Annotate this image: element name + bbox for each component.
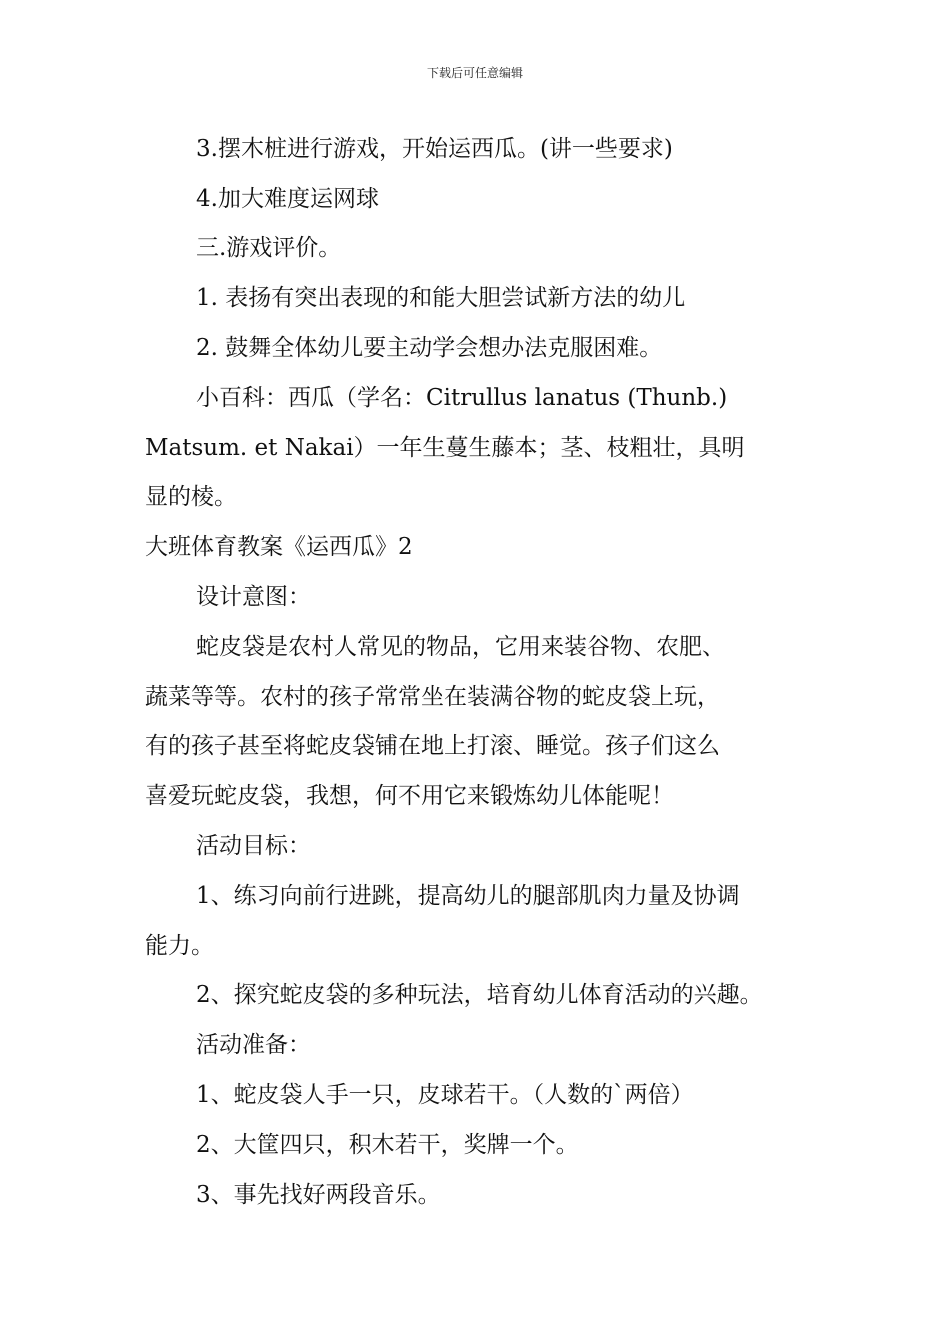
text-line: 1、蛇皮袋人手一只，皮球若干。（人数的`两倍） — [196, 1082, 694, 1108]
text-line: 显的棱。 — [145, 484, 237, 510]
text-line: 3、事先找好两段音乐。 — [196, 1182, 441, 1208]
subheading: 活动准备： — [196, 1032, 311, 1058]
text-line: 蔬菜等等。农村的孩子常常坐在装满谷物的蛇皮袋上玩， — [145, 684, 720, 710]
text-line: 三.游戏评价。 — [196, 235, 342, 261]
page-header: 下载后可任意编辑 — [426, 66, 523, 80]
text-line: 喜爱玩蛇皮袋，我想，何不用它来锻炼幼儿体能呢！ — [145, 783, 674, 809]
text-line: 蛇皮袋是农村人常见的物品，它用来装谷物、农肥、 — [196, 634, 725, 660]
text-line: 4.加大难度运网球 — [196, 186, 379, 212]
text-line: 1、练习向前行进跳，提高幼儿的腿部肌肉力量及协调 — [196, 883, 740, 909]
text-line: 1. 表扬有突出表现的和能大胆尝试新方法的幼儿 — [196, 285, 686, 311]
text-line: 2. 鼓舞全体幼儿要主动学会想办法克服困难。 — [196, 335, 663, 361]
text-line: 能力。 — [145, 933, 214, 959]
subheading: 设计意图： — [196, 584, 311, 610]
text-line: 有的孩子甚至将蛇皮袋铺在地上打滚、睡觉。孩子们这么 — [145, 733, 720, 759]
text-line: Matsum. et Nakai）一年生蔓生藤本；茎、枝粗壮，具明 — [145, 435, 745, 461]
subheading: 活动目标： — [196, 833, 311, 859]
section-title: 大班体育教案《运西瓜》2 — [145, 534, 413, 560]
text-line: 3.摆木桩进行游戏，开始运西瓜。(讲一些要求) — [196, 136, 673, 162]
text-line: 小百科：西瓜（学名：Citrullus lanatus (Thunb.) — [196, 385, 728, 411]
text-line: 2、大筐四只，积木若干，奖牌一个。 — [196, 1132, 579, 1158]
text-line: 2、探究蛇皮袋的多种玩法，培育幼儿体育活动的兴趣。 — [196, 982, 763, 1008]
